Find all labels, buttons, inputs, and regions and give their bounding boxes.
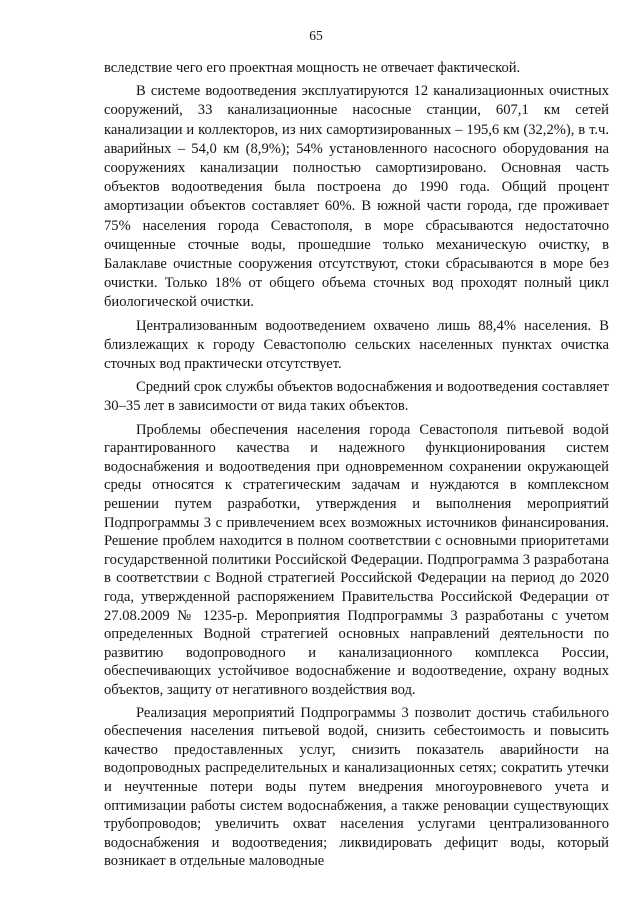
page-number: 65 [309, 28, 323, 43]
paragraph-problems: Проблемы обеспечения населения города Севастополя питьевой водой гарантированного качества и надежного функционирования систем водоснабжения и водоотведения при одновременном сохранении окружающей среды относятся к стратегическим задачам и нуждаются в комплексном решении путем разработки, утверждения и выполнения мероприятий Подпрограммы 3 с привлечением всех возможных источников финансирования. Решение проблем находится в полном соответствии с основными приоритетами государственной политики Российской Федерации. Подпрограмма 3 разработана в соответствии с Водной стратегией Российской Федерации на период до 2020 года, утвержденной распоряжением Правительства Российской Федерации от 27.08.2009 № 1235-р. Мероприятия Подпрограммы 3 разработаны с учетом определенных Водной стратегией основных направлений деятельности по развитию водопроводного и канализационного комплекса России, обеспечивающих устойчивое водоснабжение и водоотведение, охрану водных объектов, защиту от негативного воздействия вод. [104, 421, 609, 698]
paragraph-coverage: Централизованным водоотведением охвачено лишь 88,4% населения. В близлежащих к городу Севастополю сельских населенных пунктах очистка сточных вод практически отсутствует. [104, 317, 609, 373]
body-text [104, 59, 609, 875]
paragraph-sewerage-system: В системе водоотведения эксплуатируются 12 канализационных очистных сооружений, 33 канализационные насосные станции, 607,1 км сетей канализации и коллекторов, из них самортизированных – 195,6 км (32,2%), в т.ч. аварийных – 54,0 км (8,9%); 54% установленного насосного оборудования на сооружениях канализации полностью самортизировано. Основная часть объектов водоотведения была построена до 1990 года. Общий процент амортизации объектов составляет 60%. В южной части города, где проживает 75% населения города Севастополя, в море сбрасываются недостаточно очищенные сточные воды, прошедшие только механическую очистку, в Балаклаве очистные сооружения отсутствуют, стоки сбрасываются в море без очистки. Только 18% от общего объема сточных вод проходят полный цикл биологической очистки. [104, 83, 609, 311]
paragraph-service-life: Средний срок службы объектов водоснабжения и водоотведения составляет 30–35 лет в зависимости от вида таких объектов. [104, 379, 609, 415]
paragraph-implementation: Реализация мероприятий Подпрограммы 3 позволит достичь стабильного обеспечения населения питьевой водой, снизить себестоимость и повысить качество предоставленных услуг, снизить показатель аварийности на водопроводных распределительных и канализационных сетях; сократить утечки и неучтенные потери воды путем внедрения многоуровневого учета и оптимизации работы систем водоснабжения, а также реновации существующих трубопроводов; увеличить охват населения услугами централизованного водоснабжения и водоотведения; ликвидировать дефицит воды, который возникает в отдельные маловодные [104, 704, 609, 870]
paragraph-continuation: вследствие чего его проектная мощность не отвечает фактической. [104, 60, 521, 76]
